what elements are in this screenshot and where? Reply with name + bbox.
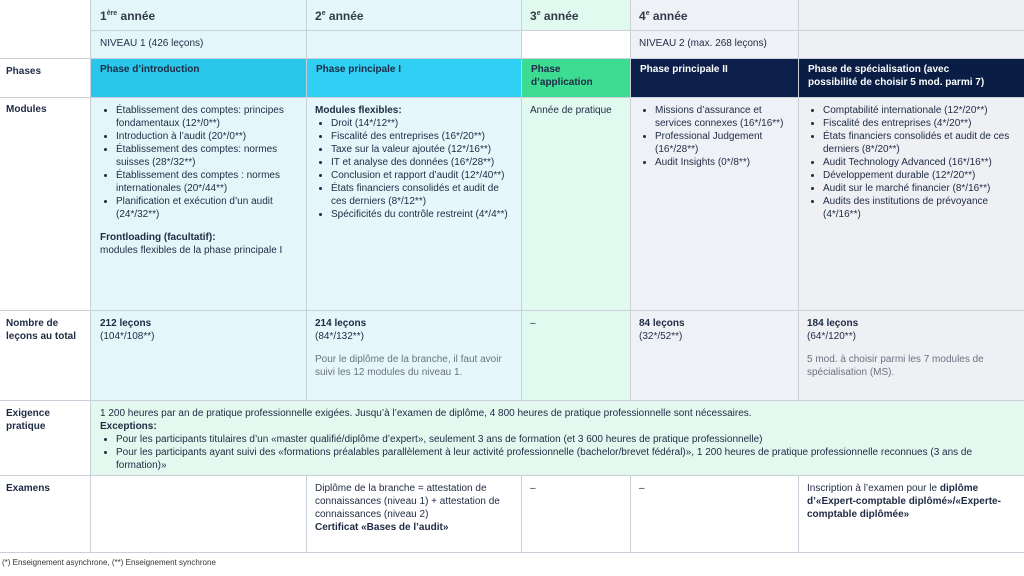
list-item: • Taxe sur la valeur ajoutée (12*/16**) [331,143,512,156]
divider [0,552,1024,553]
row-label-phases: Phases [6,66,42,77]
totals-col2-note: Pour le diplôme de la branche, il faut avoir suivi les 12 modules du niveau 1. [315,354,502,378]
phase-principale-2: Phase principale II [631,59,798,97]
list-item: • Audits des institutions de prévoyance (4*/16**) [823,195,1015,221]
divider [91,30,1024,31]
modules-col4 [630,100,798,173]
modules-col5 [798,100,1024,225]
list-item: • Développement durable (12*/20**) [823,169,1015,182]
year-4-header: 4e année [639,9,688,23]
list-item: • Audit Technology Advanced (16*/16**) [823,156,1015,169]
row-label-examens: Examens [6,483,50,494]
row-label-nombre: Nombre de leçons au total [6,318,77,342]
list-item: • Droit (14*/12**) [331,117,512,130]
frontloading-text: modules flexibles de la phase principale I [100,245,283,256]
exigence-content [91,403,1024,476]
examens-col1-bg [91,475,306,552]
row-label-modules: Modules [6,104,47,115]
list-item: • Introduction à l’audit (20*/0**) [116,130,297,143]
list-item: • Audit Insights (0*/8**) [655,156,789,169]
totals-col3: – [530,318,536,329]
modules-col3: Année de pratique [530,105,612,116]
exigence-main: 1 200 heures par an de pratique professionnelle exigées. Jusqu’à l’examen de diplôme, 4 800 heures de pratique professionnelle sont nécessaires. [100,408,752,419]
row-label-exigence: Exigence pratique [6,408,50,432]
list-item: • Pour les participants titulaires d’un «master qualifié/diplôme d’expert», seulement 3 ans de formation (et 3 600 heures de pratique professionnelle) [116,433,1015,446]
level1-bg-gap [521,30,630,58]
phase-introduction: Phase d’introduction [91,59,306,97]
list-item: • Fiscalité des entreprises (4*/20**) [823,117,1015,130]
modules-flexibles-title: Modules flexibles: [315,105,402,116]
totals-col4: 84 leçons (32*/52**) [639,318,685,342]
examens-col5: Inscription à l’examen pour le diplôme d’«Expert-comptable diplômé»/«Experte-comptable diplômée» [807,483,1001,520]
list-item: • Pour les participants ayant suivi des «formations préalables parallèlement à leur activité professionnelle (bachelor/brevet fédéral)», 1 200 heures de pratique professionnelle reconnues (3 ans de formation)» [116,446,1015,472]
list-item: • Établissement des comptes: principes fondamentaux (12*/0**) [116,104,297,130]
modules-col2 [306,100,521,225]
footnote: (*) Enseignement asynchrone, (**) Enseignement synchrone [2,558,216,567]
list-item: • Missions d’assurance et services connexes (16*/16**) [655,104,789,130]
year-1-header: 1ère année [100,9,156,23]
list-item: • Établissement des comptes : normes internationales (20*/44**) [116,169,297,195]
totals-col5: 184 leçons (64*/120**) 5 mod. à choisir parmi les 7 modules de spécialisation (MS). [798,313,1024,383]
list-item: • États financiers consolidés et audit de ces derniers (8*/12**) [331,182,512,208]
phase-specialisation: Phase de spécialisation (avec possibilité de choisir 5 mod. parmi 7) [799,59,1024,97]
exceptions-title: Exceptions: [100,421,157,432]
list-item: • Conclusion et rapport d’audit (12*/40**) [331,169,512,182]
examens-col4: – [639,483,645,494]
divider [0,310,1024,311]
frontloading-title: Frontloading (facultatif): [100,232,216,243]
year-3-header: 3e année [530,9,579,23]
list-item: • Spécificités du contrôle restreint (4*/4**) [331,208,512,221]
list-item: • Comptabilité internationale (12*/20**) [823,104,1015,117]
phase-application: Phase d’application [522,59,630,97]
divider [0,400,1024,401]
examens-col3: – [530,483,536,494]
totals-col5-note: 5 mod. à choisir parmi les 7 modules de spécialisation (MS). [807,354,984,378]
examens-col2: Diplôme de la branche = attestation de connaissances (niveau 1) + attestation de connaissances (niveau 2) Certificat «Bases de l’audit» [315,483,500,533]
list-item: • Audit sur le marché financier (8*/16**) [823,182,1015,195]
level-1-label: NIVEAU 1 (426 leçons) [100,38,204,49]
phase-principale-1: Phase principale I [307,59,521,97]
level-2-label: NIVEAU 2 (max. 268 leçons) [639,38,767,49]
list-item: • Fiscalité des entreprises (16*/20**) [331,130,512,143]
divider [0,97,1024,98]
list-item: • Professional Judgement (16*/28**) [655,130,789,156]
list-item: • États financiers consolidés et audit de ces derniers (8*/20**) [823,130,1015,156]
list-item: • Planification et exécution d’un audit (24*/32**) [116,195,297,221]
totals-col2: 214 leçons (84*/132**) Pour le diplôme de la branche, il faut avoir suivi les 12 modules du niveau 1. [306,313,521,383]
modules-col1 [91,100,306,261]
year-2-header: 2e année [315,9,364,23]
totals-col1: 212 leçons (104*/108**) [100,318,155,342]
list-item: • IT et analyse des données (16*/28**) [331,156,512,169]
list-item: • Établissement des comptes: normes suisses (28*/32**) [116,143,297,169]
